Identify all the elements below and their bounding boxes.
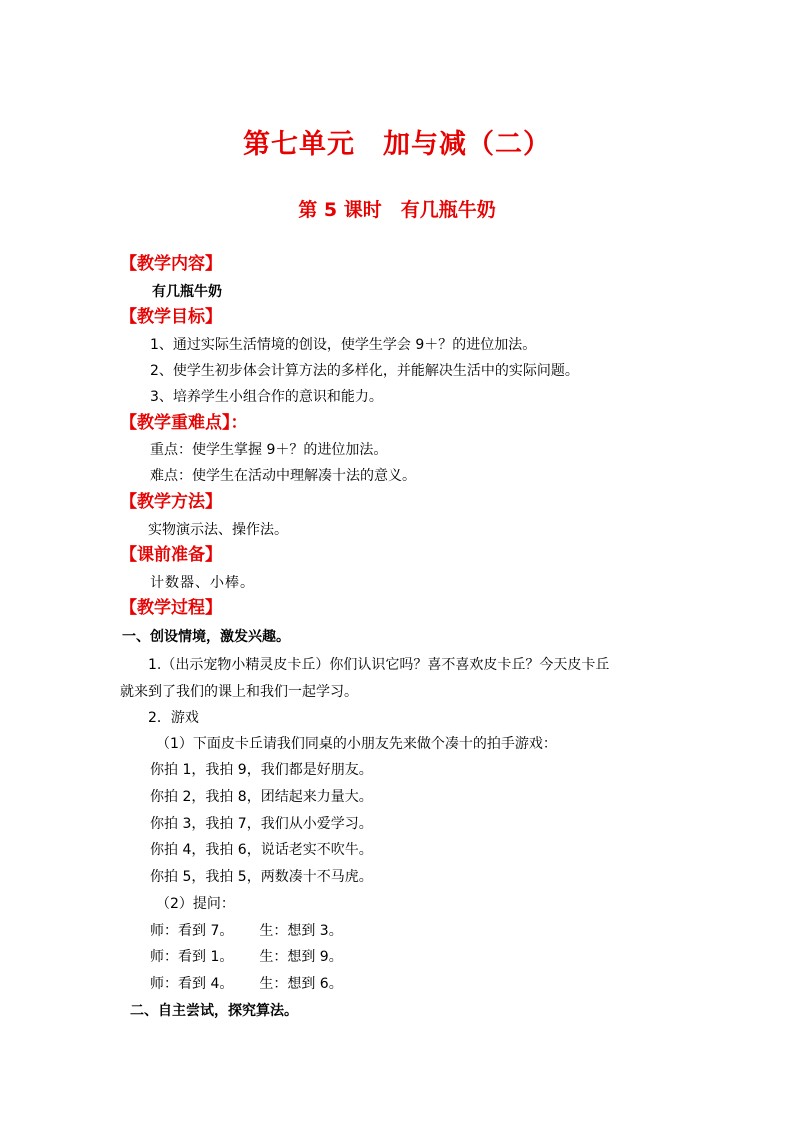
prep-text: 计数器、小棒。 [150,575,255,591]
section-heading-process: 【教学过程】 [120,598,222,618]
game-heading: 2．游戏 [148,710,199,726]
process-paragraph-line-1: 1.（出示宠物小精灵皮卡丘）你们认识它吗？喜不喜欢皮卡丘？今天皮卡丘 [148,657,610,673]
process-paragraph-line-2: 就来到了我们的课上和我们一起学习。 [120,684,358,700]
content-text: 有几瓶牛奶 [152,284,222,300]
teacher-prompt: 师：看到 1。 [150,949,234,965]
section-heading-keypoints: 【教学重难点】： [120,413,248,433]
goal-item-3: 3、培养学生小组合作的意识和能力。 [150,389,383,405]
student-answer: 生：想到 6。 [259,976,343,992]
section-heading-content: 【教学内容】 [120,254,222,274]
methods-text: 实物演示法、操作法。 [148,522,288,538]
teacher-prompt: 师：看到 7。 [150,923,234,939]
section-heading-goals: 【教学目标】 [120,307,222,327]
student-answer: 生：想到 3。 [259,923,343,939]
unit-title: 第七单元 加与减（二） [243,129,551,160]
chant-line: 你拍 3，我拍 7，我们从小爱学习。 [150,816,373,832]
teacher-prompt: 师：看到 4。 [150,976,234,992]
goal-item-1: 1、通过实际生活情境的创设，使学生学会 9＋？的进位加法。 [150,337,537,353]
lesson-subtitle: 第 5 课时 有几瓶牛奶 [298,199,496,221]
section-heading-methods: 【教学方法】 [120,492,222,512]
chant-line: 你拍 4，我拍 6，说话老实不吹牛。 [150,842,373,858]
chant-line: 你拍 1，我拍 9，我们都是好朋友。 [150,762,373,778]
qa-row [150,924,343,938]
qa-row [150,977,343,991]
process-part-1: 一、创设情境，激发兴趣。 [122,629,290,645]
qa-row [150,950,343,964]
game-subitem-2: （2）提问： [156,896,235,912]
student-answer: 生：想到 9。 [259,949,343,965]
key-point: 重点：使学生掌握 9＋？的进位加法。 [150,442,388,458]
chant-line: 你拍 5，我拍 5，两数凑十不马虎。 [150,869,373,885]
goal-item-2: 2、使学生初步体会计算方法的多样化，并能解决生活中的实际问题。 [150,363,579,379]
process-part-2: 二、自主尝试，探究算法。 [130,1003,298,1019]
game-subitem-1: （1）下面皮卡丘请我们同桌的小朋友先来做个凑十的拍手游戏： [156,736,557,752]
difficult-point: 难点：使学生在活动中理解凑十法的意义。 [150,468,416,484]
section-heading-prep: 【课前准备】 [120,545,222,565]
chant-line: 你拍 2，我拍 8，团结起来力量大。 [150,789,373,805]
